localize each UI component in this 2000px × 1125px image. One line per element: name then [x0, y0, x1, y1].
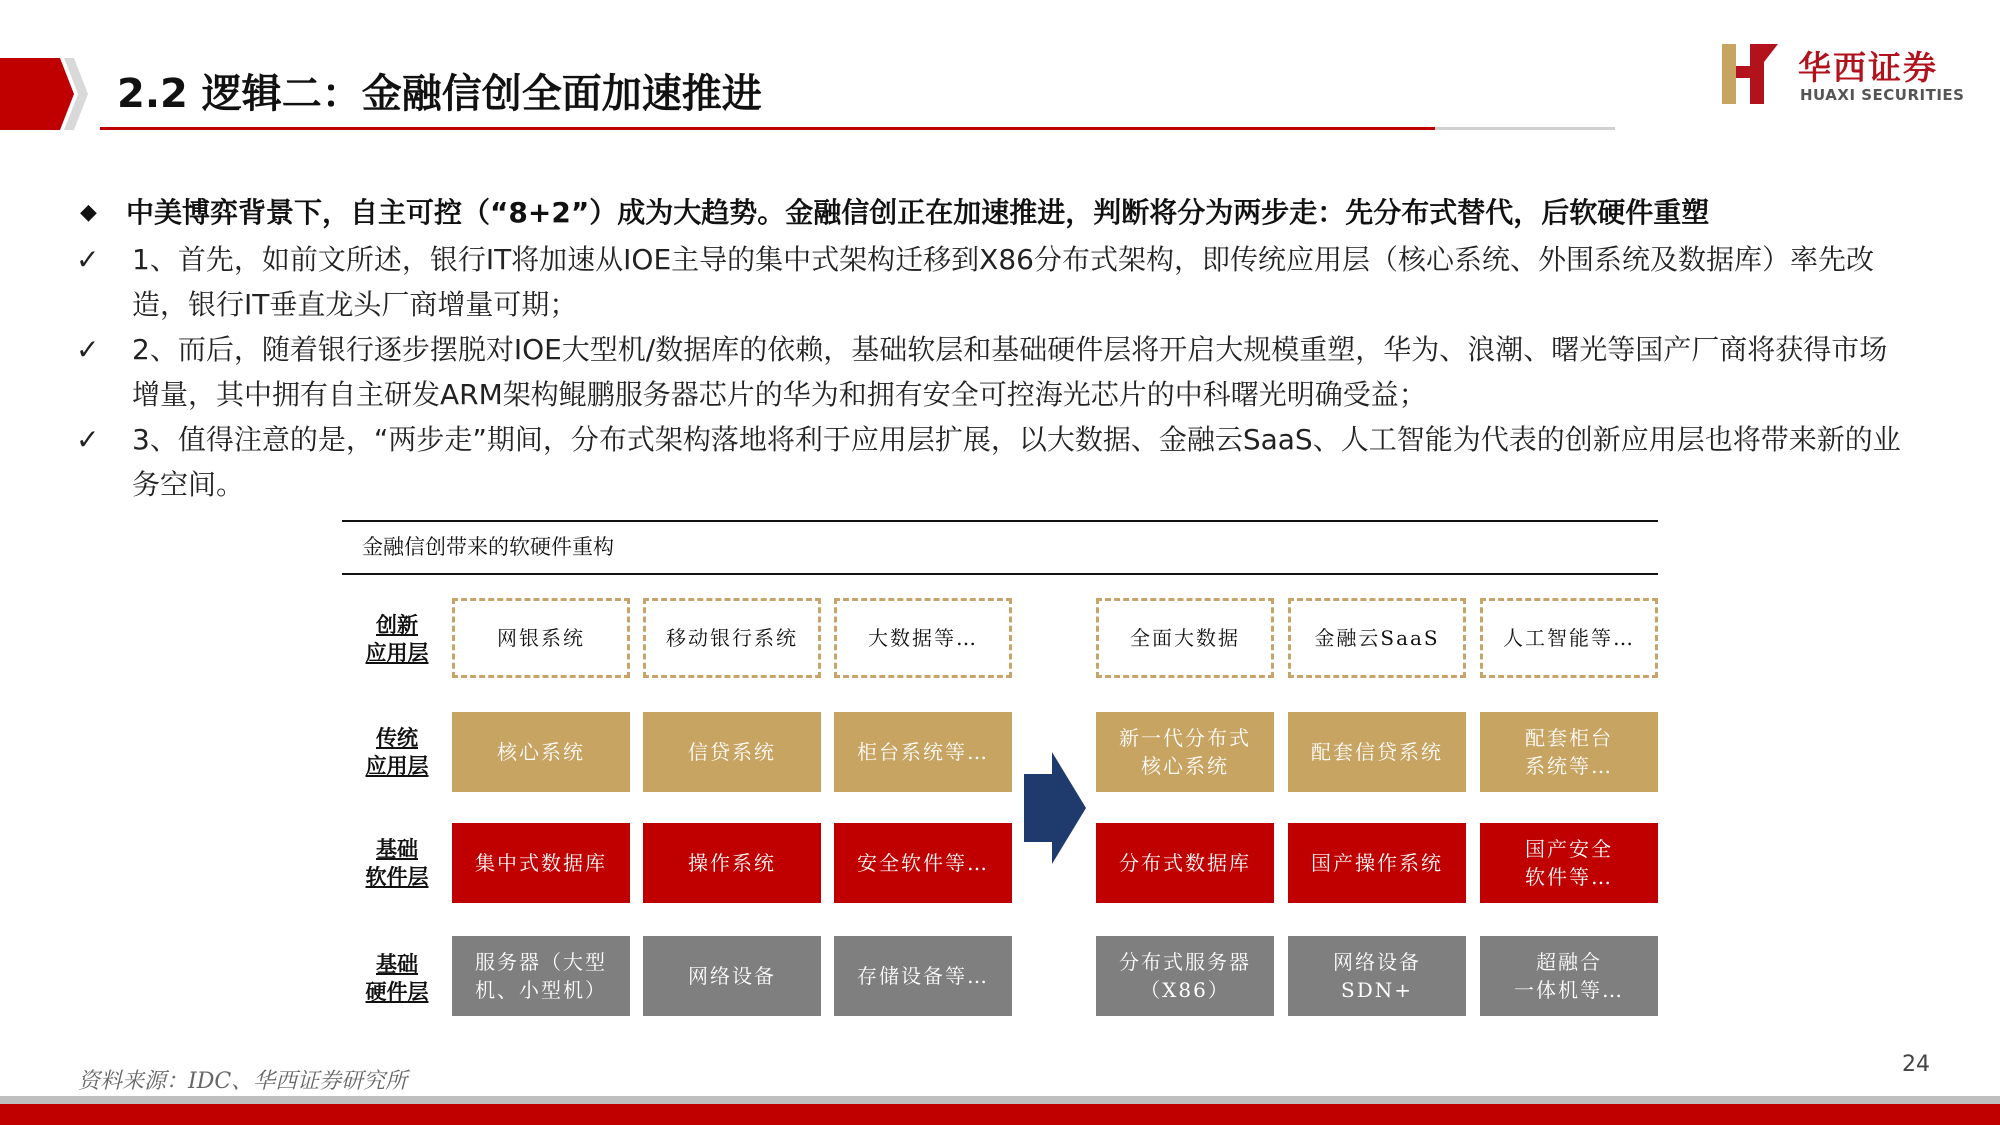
header-accent-tab [0, 58, 90, 130]
lead-bullet-text: 中美博弈背景下，自主可控（“8+2”）成为大趋势。金融信创正在加速推进，判断将分为两步走：先分布式替代，后软硬件重塑 [126, 196, 1710, 229]
software-box-left-3: 安全软件等… [834, 823, 1012, 903]
bullet-item [76, 417, 1906, 507]
bullet-item [76, 327, 1906, 417]
software-box-right-3: 国产安全 软件等… [1480, 823, 1658, 903]
diagram-caption: 金融信创带来的软硬件重构 [362, 535, 614, 559]
footer-red-band [0, 1104, 2000, 1125]
innovation-box-left-2: 移动银行系统 [643, 598, 821, 678]
traditional-box-left-2: 信贷系统 [643, 712, 821, 792]
traditional-box-right-3: 配套柜台 系统等… [1480, 712, 1658, 792]
checkmark-icon: ✓ [76, 243, 100, 276]
innovation-box-left-1: 网银系统 [452, 598, 630, 678]
hardware-box-right-1: 分布式服务器 （X86） [1096, 936, 1274, 1016]
traditional-box-left-1: 核心系统 [452, 712, 630, 792]
layer-label-traditional-app [342, 724, 452, 780]
innovation-box-left-3: 大数据等… [834, 598, 1012, 678]
layer-label-text: 创新 应用层 [365, 612, 429, 665]
logo-english-name: HUAXI SECURITIES [1800, 86, 1965, 104]
bullet-item [76, 237, 1906, 327]
innovation-box-right-3: 人工智能等… [1480, 598, 1658, 678]
page-title: 2.2 逻辑二：金融信创全面加速推进 [117, 71, 762, 117]
hardware-box-left-3: 存储设备等… [834, 936, 1012, 1016]
software-box-left-2: 操作系统 [643, 823, 821, 903]
transition-arrow-icon [1024, 752, 1086, 864]
huaxi-logo-icon [1720, 40, 1778, 106]
layer-label-text: 基础 硬件层 [365, 951, 429, 1004]
innovation-box-right-2: 金融云SaaS [1288, 598, 1466, 678]
logo-chinese-name: 华西证券 [1798, 48, 1938, 87]
hardware-box-right-3: 超融合 一体机等… [1480, 936, 1658, 1016]
hardware-box-right-2: 网络设备 SDN+ [1288, 936, 1466, 1016]
lead-bullet [76, 190, 1906, 235]
hardware-box-left-1: 服务器（大型 机、小型机） [452, 936, 630, 1016]
checkmark-icon: ✓ [76, 333, 100, 366]
hardware-box-left-2: 网络设备 [643, 936, 821, 1016]
layer-label-text: 传统 应用层 [365, 725, 429, 778]
innovation-box-right-1: 全面大数据 [1096, 598, 1274, 678]
software-box-right-1: 分布式数据库 [1096, 823, 1274, 903]
software-box-right-2: 国产操作系统 [1288, 823, 1466, 903]
page-number: 24 [1902, 1052, 1930, 1077]
bullet-item-text: 1、首先，如前文所述，银行IT将加速从IOE主导的集中式架构迁移到X86分布式架构，即传统应用层（核心系统、外围系统及数据库）率先改造，银行IT垂直龙头厂商增量可期； [132, 243, 1874, 321]
layer-label-innovation-app [342, 611, 452, 667]
traditional-box-right-2: 配套信贷系统 [1288, 712, 1466, 792]
layer-label-base-software [342, 835, 452, 891]
checkmark-icon: ✓ [76, 423, 100, 456]
layer-label-base-hardware [342, 950, 452, 1006]
bullet-list [76, 190, 1906, 507]
bullet-item-text: 2、而后，随着银行逐步摆脱对IOE大型机/数据库的依赖，基础软层和基础硬件层将开启大规模重塑，华为、浪潮、曙光等国产厂商将获得市场增量，其中拥有自主研发ARM架构鲲鹏服务器芯片的华为和拥有安全可控海光芯片的中科曙光明确受益； [132, 333, 1888, 411]
software-box-left-1: 集中式数据库 [452, 823, 630, 903]
layer-label-text: 基础 软件层 [365, 836, 429, 889]
traditional-box-right-1: 新一代分布式 核心系统 [1096, 712, 1274, 792]
diamond-bullet-icon: ◆ [80, 200, 97, 225]
title-underline [100, 127, 1435, 130]
footer-grey-band [0, 1096, 2000, 1104]
diagram-top-rule [342, 520, 1658, 522]
source-note: 资料来源：IDC、华西证券研究所 [78, 1069, 408, 1094]
title-underline-tail [1435, 127, 1615, 130]
company-logo [1720, 40, 1965, 108]
diagram-caption-rule [342, 573, 1658, 575]
traditional-box-left-3: 柜台系统等… [834, 712, 1012, 792]
bullet-item-text: 3、值得注意的是，“两步走”期间，分布式架构落地将利于应用层扩展，以大数据、金融云SaaS、人工智能为代表的创新应用层也将带来新的业务空间。 [132, 423, 1901, 501]
